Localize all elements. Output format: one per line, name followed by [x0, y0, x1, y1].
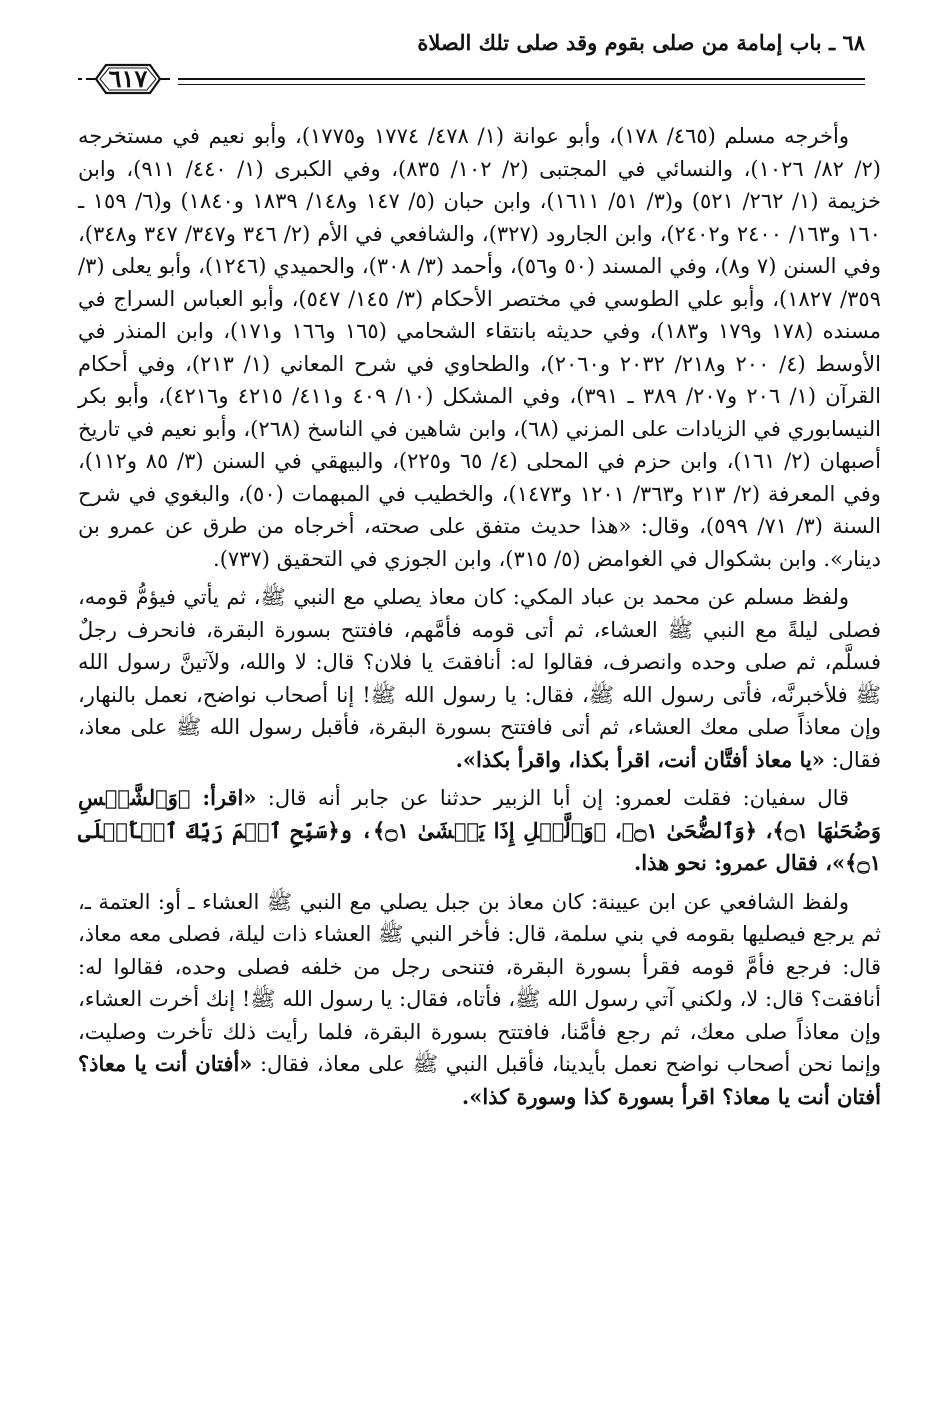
- header-rule: [178, 78, 865, 80]
- page-header: [78, 22, 865, 102]
- header-rule-left: [78, 78, 82, 80]
- running-title: ٦٨ ـ باب إمامة من صلى بقوم وقد صلى تلك الصلاة: [417, 30, 865, 55]
- header-rule-thin: [178, 84, 865, 85]
- paragraph-text: وأخرجه مسلم (٤٦٥/ ١٧٨)، وأبو عوانة (١/ ٤٧٨/ ١٧٧٤ و١٧٧٥)، وأبو نعيم في مستخرجه (٢/ ٨٢/ ١٠٢٦)، والنسائي في المجتبى (٢/ ١٠٢/ ٨٣٥)، وفي الكبرى (١/ ٤٤٠/ ٩١١)، وابن خزيمة (١/ ٢٦٢/ ٥٢١) و(٣/ ٥١/ ١٦١١)، وابن حبان (٥/ ١٤٧ و١٤٨/ ١٨٣٩ و١٨٤٠) و(٦/ ١٥٩ ـ ١٦٠ و١٦٣/ ٢٤٠٠ و٢٤٠٢)، وابن الجارود (٣٢٧)، والشافعي في الأم (٢/ ٣٤٦ و٣٤٧/ ٣٤٧ و٣٤٨)، وفي السنن (٧ و٨)، وفي المسند (٥٠ و٥٦)، وأحمد (٣/ ٣٠٨)، والحميدي (١٢٤٦)، وأبو يعلى (٣/ ٣٥٩/ ١٨٢٧)، وأبو علي الطوسي في مختصر الأحكام (٣/ ١٤٥/ ٥٤٧)، وأبو العباس السراج في مسنده (١٧٨ و١٧٩ و١٨٣)، وفي حديثه بانتقاء الشحامي (١٦٥ و١٦٦ و١٧١)، وابن المنذر في الأوسط (٤/ ٢٠٠ و٢١٨/ ٢٠٣٢ و٢٠٦٠)، والطحاوي في شرح المعاني (١/ ٢١٣)، وفي أحكام القرآن (١/ ٢٠٦ و٢٠٧/ ٣٨٩ ـ ٣٩١)، وفي المشكل (١٠/ ٤٠٩ و٤١١/ ٤٢١٥ و٤٢١٦)، وأبو بكر النيسابوري في الزيادات على المزني (٦٨)، وابن شاهين في الناسخ (٢٦٨)، وأبو نعيم في تاريخ أصبهان (٢/ ١٦١)، وابن حزم في المحلى (٤/ ٦٥ و٢٢٥)، والبيهقي في السنن (٣/ ٨٥ و١١٢)، وفي المعرفة (٢/ ٢١٣ و٣٦٣/ ١٢٠١ و١٤٧٣)، والخطيب في المبهمات (٥٠)، والبغوي في شرح السنة (٣/ ٧١/ ٥٩٩)، وقال: «هذا حديث متفق على صحته، أخرجاه من طرق عن عمرو بن دينار». وابن بشكوال في الغوامض (٥/ ٣١٥)، وابن الجوزي في التحقيق (٧٣٧).: [78, 124, 881, 571]
- paragraph-citations: [78, 120, 881, 575]
- page-body: [78, 120, 881, 1119]
- paragraph-text: قال سفيان: فقلت لعمرو: إن أبا الزبير حدثنا عن جابر أنه قال:: [256, 786, 850, 810]
- paragraph-sufyan: [78, 782, 881, 880]
- paragraph-muslim-wording: [78, 581, 881, 776]
- page-number-ornament: [86, 60, 170, 98]
- paragraph-text: ولفظ الشافعي عن ابن عيينة: كان معاذ بن جبل يصلي مع النبي ﷺ العشاء ـ أو: العتمة ـ، ثم يرجع فيصليها بقومه في بني سلمة، قال: فأخر النبي ﷺ العشاء ذات ليلة، فصلى معه معاذ، قال: فرجع فأمَّ قومه فقرأ بسورة البقرة، فتنحى رجل من خلفه فصلى وحده، فقالوا له: أنافقت؟ قال: لا، ولكني آتي رسول الله ﷺ، فأتاه، فقال: يا رسول الله ﷺ! إنك أخرت العشاء، وإن معاذاً صلى معك، ثم رجع فأمَّنا، فافتتح بسورة البقرة، فلما رأيت ذلك تأخرت وصليت، وإنما نحن أصحاب نواضح نعمل بأيدينا، فأقبل النبي ﷺ على معاذ، فقال:: [78, 889, 881, 1076]
- paragraph-shafii-wording: [78, 886, 881, 1114]
- paragraph-quote: «أفتان أنت يا معاذ؟ أفتان أنت يا معاذ؟ اقرأ بسورة كذا وسورة كذا».: [78, 1051, 881, 1109]
- paragraph-text: ولفظ مسلم عن محمد بن عباد المكي: كان معاذ يصلي مع النبي ﷺ، ثم يأتي فيؤمُّ قومه، فصلى ليلةً مع النبي ﷺ العشاء، ثم أتى قومه فأمَّهم، فافتتح بسورة البقرة، فانحرف رجلٌ فسلَّم، ثم صلى وحده وانصرف، فقالوا له: أنافقتَ يا فلان؟ قال: لا والله، ولآتينَّ رسول الله ﷺ فلأخبرنَّه، فأتى رسول الله ﷺ، فقال: يا رسول الله ﷺ! إنا أصحاب نواضح، نعمل بالنهار، وإن معاذاً صلى معك العشاء، ثم أتى فافتتح بسورة البقرة، فأقبل رسول الله ﷺ على معاذ، فقال:: [78, 585, 881, 772]
- paragraph-quote: «يا معاذ أفتَّان أنت، اقرأ بكذا، واقرأ بكذا».: [455, 746, 825, 772]
- page-number: ٦١٧: [108, 64, 148, 93]
- paragraph-quote: «اقرأ: ﴿وَٱلشَّمۡسِ وَضُحَىٰهَا ۝١﴾، ﴿وَٱلضُّحَىٰ ۝١﴾، ﴿وَٱلَّيۡلِ إِذَا يَغۡشَىٰ ۝١﴾، و﴿سَبِّحِ ٱسۡمَ رَبِّكَ ٱلۡأَعۡلَى ۝١﴾»، فقال عمرو: نحو هذا.: [78, 785, 881, 875]
